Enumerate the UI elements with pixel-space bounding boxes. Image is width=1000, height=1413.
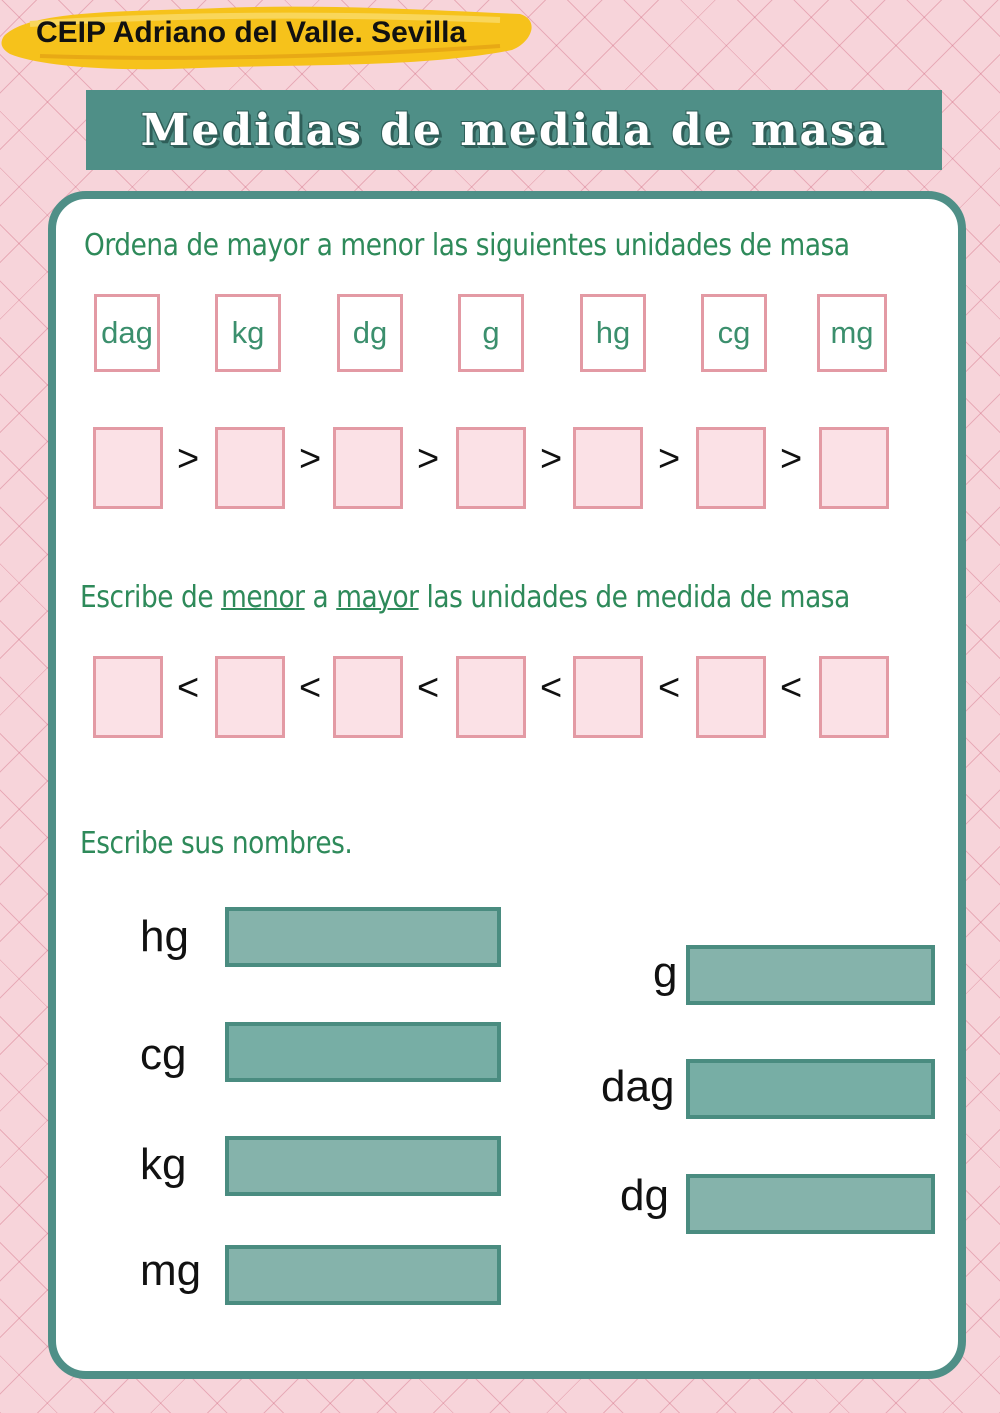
unit-tile-dg[interactable]: dg — [337, 294, 403, 372]
answer-field-hg[interactable] — [225, 907, 501, 967]
instruction-text: Escribe de — [80, 580, 222, 615]
title-banner — [86, 90, 942, 170]
unit-tile-cg[interactable]: cg — [701, 294, 767, 372]
answer-field-dg[interactable] — [686, 1174, 935, 1234]
drop-slot-desc-4[interactable] — [456, 427, 526, 509]
instruction-order-asc — [80, 580, 850, 615]
unit-tile-dag[interactable]: dag — [94, 294, 160, 372]
greater-than-symbol: > — [540, 438, 563, 480]
less-than-symbol: < — [177, 667, 200, 709]
greater-than-symbol: > — [658, 438, 681, 480]
drop-slot-desc-6[interactable] — [696, 427, 766, 509]
label-dg: dg — [620, 1171, 669, 1220]
answer-field-dag[interactable] — [686, 1059, 935, 1119]
instruction-underlined-mayor: mayor — [336, 580, 419, 615]
unit-tile-g[interactable]: g — [458, 294, 524, 372]
drop-slot-desc-3[interactable] — [333, 427, 403, 509]
instruction-write-names: Escribe sus nombres. — [80, 826, 353, 861]
greater-than-symbol: > — [780, 438, 803, 480]
instruction-text: a — [304, 580, 337, 615]
drop-slot-asc-7[interactable] — [819, 656, 889, 738]
answer-field-g[interactable] — [686, 945, 935, 1005]
answer-field-cg[interactable] — [225, 1022, 501, 1082]
less-than-symbol: < — [299, 667, 322, 709]
drop-slot-asc-1[interactable] — [93, 656, 163, 738]
label-hg: hg — [140, 912, 189, 961]
instruction-underlined-menor: menor — [221, 580, 305, 615]
school-name: CEIP Adriano del Valle. Sevilla — [36, 16, 467, 49]
answer-field-mg[interactable] — [225, 1245, 501, 1305]
drop-slot-desc-7[interactable] — [819, 427, 889, 509]
less-than-symbol: < — [780, 667, 803, 709]
label-mg: mg — [140, 1246, 202, 1295]
label-cg: cg — [140, 1030, 187, 1079]
drop-slot-asc-2[interactable] — [215, 656, 285, 738]
less-than-symbol: < — [658, 667, 681, 709]
label-g: g — [653, 948, 678, 997]
instruction-text: las unidades de medida de masa — [418, 580, 850, 615]
answer-field-kg[interactable] — [225, 1136, 501, 1196]
drop-slot-desc-5[interactable] — [573, 427, 643, 509]
drop-slot-desc-2[interactable] — [215, 427, 285, 509]
greater-than-symbol: > — [299, 438, 322, 480]
unit-tile-mg[interactable]: mg — [817, 294, 887, 372]
greater-than-symbol: > — [417, 438, 440, 480]
greater-than-symbol: > — [177, 438, 200, 480]
label-kg: kg — [140, 1140, 187, 1189]
unit-tile-hg[interactable]: hg — [580, 294, 646, 372]
instruction-order-desc: Ordena de mayor a menor las siguientes unidades de masa — [84, 228, 850, 263]
label-dag: dag — [601, 1062, 675, 1111]
drop-slot-asc-6[interactable] — [696, 656, 766, 738]
unit-tile-kg[interactable]: kg — [215, 294, 281, 372]
drop-slot-asc-3[interactable] — [333, 656, 403, 738]
less-than-symbol: < — [540, 667, 563, 709]
drop-slot-desc-1[interactable] — [93, 427, 163, 509]
drop-slot-asc-4[interactable] — [456, 656, 526, 738]
drop-slot-asc-5[interactable] — [573, 656, 643, 738]
page-title: Medidas de medida de masa — [140, 104, 888, 156]
less-than-symbol: < — [417, 667, 440, 709]
